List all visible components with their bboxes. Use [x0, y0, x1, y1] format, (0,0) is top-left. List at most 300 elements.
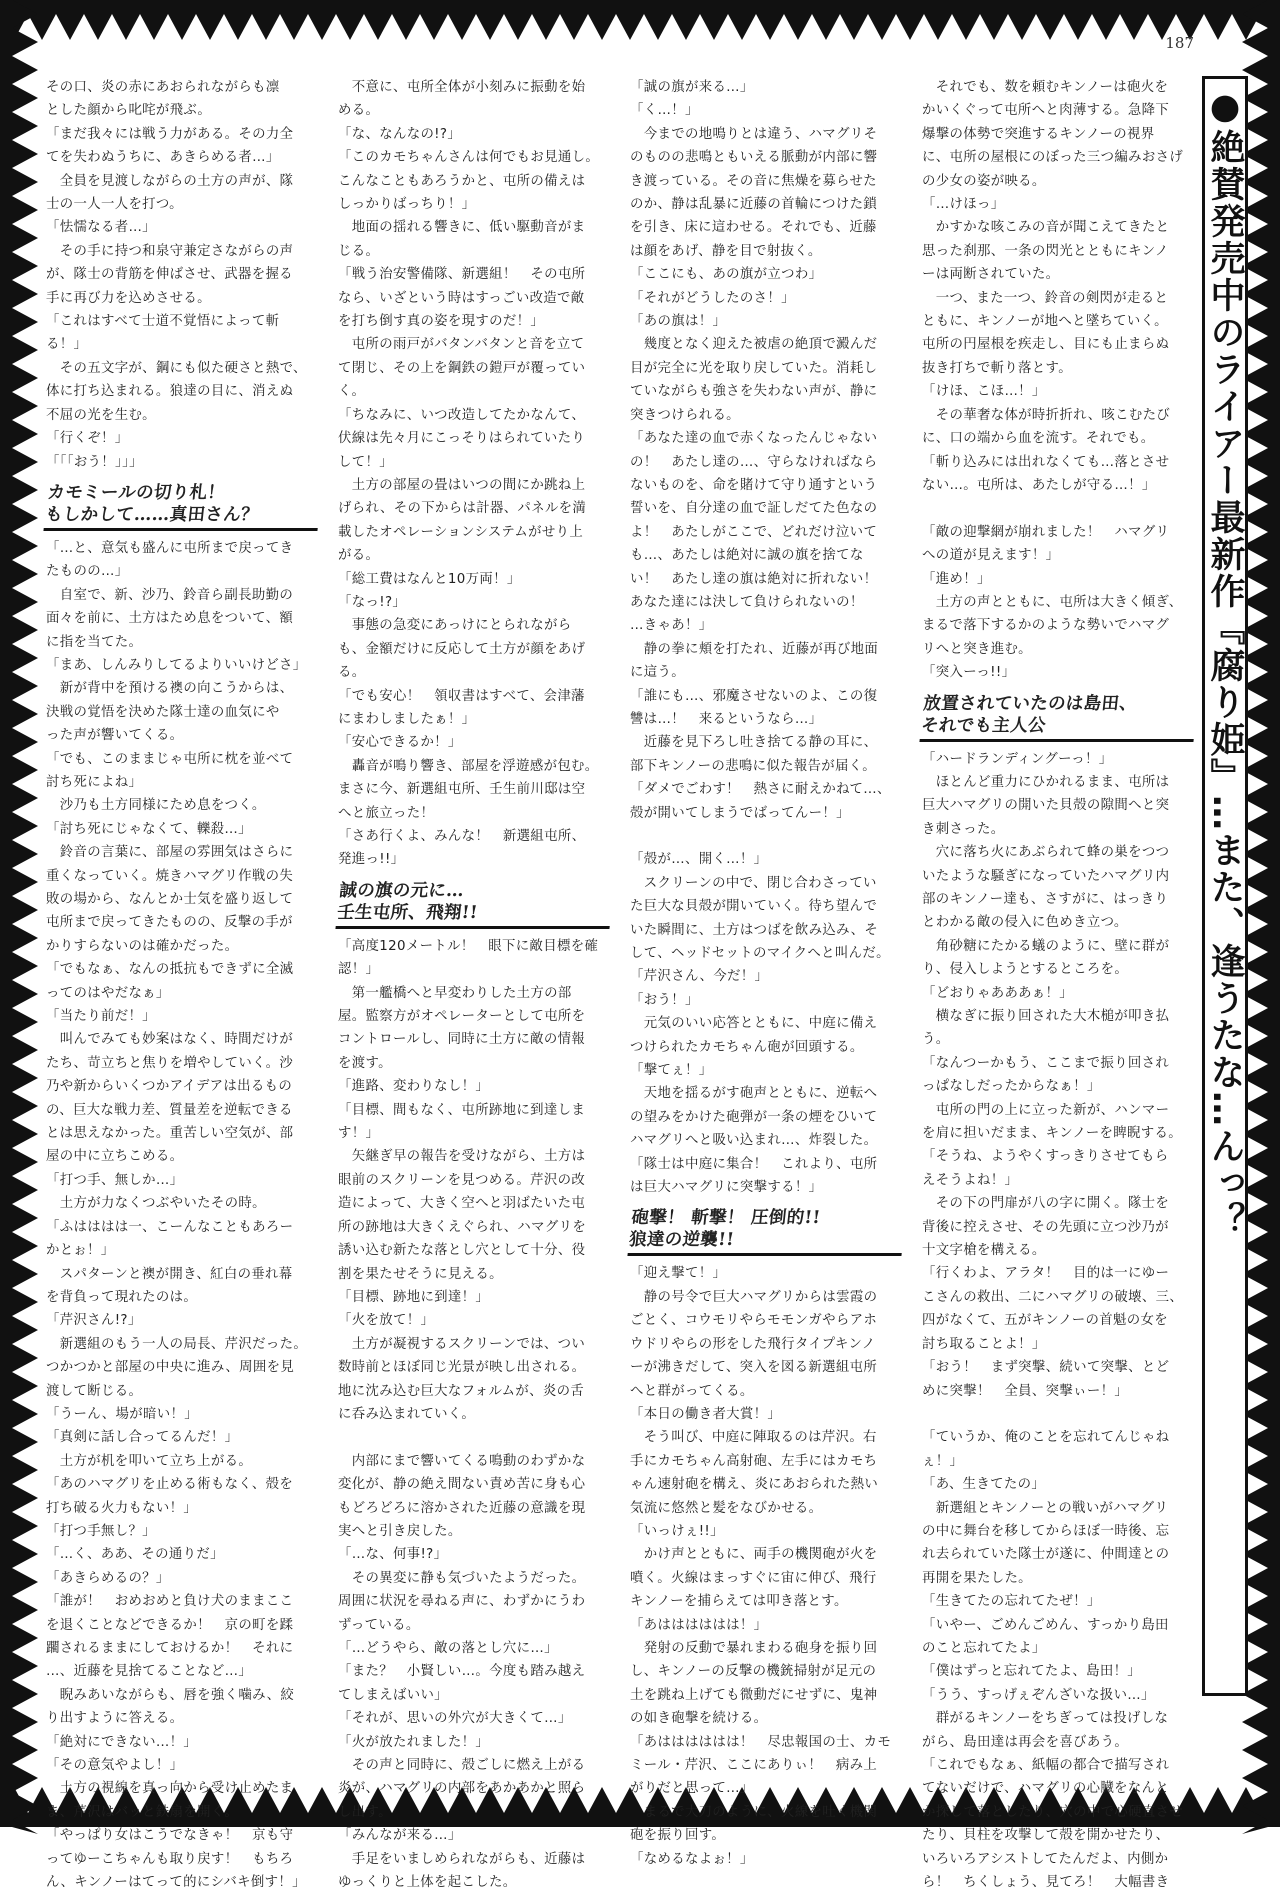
- text-line: 静の拳に頬を打たれ、近藤が再び地面: [630, 641, 879, 657]
- text-line: し出す。: [338, 1804, 392, 1820]
- text-line: 「…と、意気も盛んに屯所まで戻ってき: [46, 540, 294, 556]
- text-line: 「そうね、ようやくすっきりさせてもら: [922, 1149, 1169, 1165]
- text-line: 屯所の円屋根を疾走し、目にも止まらぬ: [922, 337, 1170, 353]
- text-line: 「…けほっ」: [922, 197, 1005, 213]
- text-line: げられ、その下からは計器、パネルを満: [338, 501, 587, 517]
- text-line: ウドリやらの形をした飛行タイプキンノ: [630, 1336, 876, 1352]
- text-line: 「ここにも、あの旗が立つわ」: [630, 267, 823, 283]
- section-heading-line: 砲撃！ 斬撃！ 圧倒的!!: [630, 1208, 822, 1229]
- text-line: 讐は…！ 来るというなら…」: [630, 711, 823, 727]
- text-line: のこと忘れてたよ」: [922, 1640, 1046, 1656]
- text-line: 「なんつーかもう、ここまで振り回され: [922, 1055, 1170, 1071]
- text-line: か探して落としたり、穴の中で心硬直させ: [922, 1804, 1184, 1820]
- text-line: 「このカモちゃんさんは何でもお見通し。: [338, 150, 600, 166]
- text-line: 誘い込む新たな落とし穴として十分、役: [338, 1243, 586, 1259]
- text-line: 「あ、生きてたの」: [922, 1477, 1046, 1493]
- text-line: 乃や新からいくつかアイデアは出るもの: [46, 1079, 293, 1095]
- text-line: こさんの救出、二にハマグリの破壊、三、: [922, 1289, 1184, 1305]
- text-line: が、隊士の背筋を伸ばさせ、武器を握る: [46, 267, 293, 283]
- text-line: 「まあ、しんみりしてるよりいいけどさ」: [46, 657, 307, 673]
- text-line: 鈴音の言葉に、部屋の雰囲気はさらに: [46, 845, 294, 861]
- text-line: り、侵入しようとするところを。: [922, 962, 1129, 978]
- text-line: 近藤を見下ろし吐き捨てる静の耳に、: [630, 735, 878, 751]
- text-line: にまわしましたぁ！」: [338, 711, 476, 727]
- text-line: ってゆーこちゃんも取り戻す！ もちろ: [46, 1851, 294, 1867]
- text-line: 「…く、ああ、その通りだ」: [46, 1547, 224, 1563]
- text-line: 「進め！」: [922, 571, 991, 587]
- text-line: まさに今、新選組屯所、壬生前川邸は空: [338, 782, 586, 798]
- text-line: もどろどろに溶かされた近藤の意識を現: [338, 1500, 586, 1516]
- text-line: 「…な、何事!?」: [338, 1547, 448, 1563]
- text-line: 「殻が…、開く…！」: [630, 852, 768, 868]
- text-line: 屯所の雨戸がバタンバタンと音を立て: [338, 337, 585, 353]
- section-heading-line: 狼達の逆襲!!: [628, 1230, 736, 1251]
- text-line: 横なぎに振り回された大木槌が叩き払: [922, 1009, 1170, 1025]
- text-line: 矢継ぎ早の報告を受けながら、土方は: [338, 1149, 586, 1165]
- text-line: 土方が力なくつぶやいたその時。: [46, 1196, 266, 1212]
- text-line: とは思えなかった。重苦しい空気が、部: [46, 1126, 294, 1142]
- text-line: てしまえばいい」: [338, 1687, 448, 1703]
- text-line: 爆撃の体勢で突進するキンノーの視界: [922, 126, 1155, 142]
- side-banner-text: ●絶賛発売中のライアー最新作『腐り姫』…また、逢うたな…んっ？: [1205, 87, 1245, 1239]
- section-heading-line: 放置されていたのは島田、: [922, 693, 1139, 714]
- text-line: ないものを、命を賭けて守り通すという: [630, 477, 878, 493]
- text-line: に呑み込まれていく。: [338, 1406, 476, 1422]
- text-line: かとぉ！」: [46, 1243, 115, 1259]
- text-line: 士の一人一人を打つ。: [46, 197, 183, 213]
- text-line: 屋の中に立ちこめる。: [46, 1149, 184, 1165]
- text-line: 「でも安心！ 領収書はすべて、会津藩: [338, 688, 585, 704]
- text-line: 「高度120メートル！ 眼下に敵目標を確: [338, 938, 599, 954]
- text-line: 認！」: [338, 962, 380, 978]
- text-line: 「やっぱり女はこうでなきゃ！ 京も守: [46, 1828, 294, 1844]
- text-line: 敗の場から、なんとか士気を盛り返して: [46, 892, 294, 907]
- text-line: それでも、数を頼むキンノーは砲火を: [922, 80, 1169, 95]
- text-line: 自室で、新、沙乃、鈴音ら副長助勤の: [46, 587, 294, 603]
- text-line: 土方が机を叩いて立ち上がる。: [46, 1453, 253, 1469]
- text-line: 「斬り込みには出れなくても…落とさせ: [922, 454, 1170, 470]
- text-column-1: [44, 76, 320, 1891]
- text-line: 「芹沢さん、今だ！」: [630, 969, 769, 985]
- section-heading-line: もしかして……真田さん？: [44, 504, 260, 525]
- text-column-2: [336, 76, 612, 1891]
- text-line: のか、静は乱暴に近藤の首輪につけた鎖: [630, 197, 878, 213]
- text-line: 「誰が！ おめおめと負け犬のままここ: [46, 1594, 294, 1610]
- text-column-4: [920, 76, 1196, 1891]
- text-line: 「なめるなよぉ！」: [630, 1851, 754, 1867]
- text-line: 造によって、大きく空へと羽ばたいた屯: [338, 1196, 586, 1212]
- text-line: キンノーを捕らえては叩き落とす。: [630, 1594, 848, 1610]
- text-line: 手に再び力を込めさせる。: [46, 290, 211, 306]
- text-line: じる。: [338, 243, 380, 259]
- text-line: …きゃあ！」: [630, 618, 713, 634]
- text-line: 実へと引き戻した。: [338, 1523, 462, 1539]
- text-line: 「ちなみに、いつ改造してたかなんて、: [338, 407, 586, 423]
- text-line: 「怯懦なる者…」: [46, 220, 156, 236]
- text-line: 内部にまで響いてくる鳴動のわずかな: [338, 1453, 586, 1469]
- text-line: を渡す。: [338, 1055, 392, 1071]
- text-line: 土を跳ね上げても微動だにせずに、鬼神: [630, 1687, 878, 1703]
- paragraph-gap: [922, 497, 1196, 520]
- text-line: ない…。屯所は、あたしが守る…！」: [922, 477, 1156, 493]
- text-line: 第一艦橋へと早変わりした土方の部: [338, 985, 572, 1001]
- text-line: ん、キンノーはてって的にシバキ倒す！」: [46, 1875, 306, 1891]
- text-line: 「突入ーっ!!」: [922, 665, 1016, 681]
- text-line: める。: [338, 103, 380, 119]
- text-line: 穴に落ち火にあぶられて蜂の巣をつつ: [922, 845, 1170, 861]
- text-line: 幾度となく迎えた被虐の絶頂で澱んだ: [630, 337, 878, 353]
- text-line: 体に打ち込まれる。狼達の目に、消えぬ: [46, 384, 294, 400]
- text-line: しっかりばっちり！」: [338, 197, 476, 213]
- zigzag-border-left: [0, 0, 40, 1827]
- text-line: たり、貝柱を攻撃して殻を開かせたり、: [922, 1828, 1170, 1844]
- text-line: 「みんなが来る…」: [338, 1828, 462, 1844]
- text-line: 「真剣に話し合ってるんだ！」: [46, 1430, 239, 1446]
- text-line: し、キンノーの反撃の機銃掃射が足元の: [630, 1664, 877, 1680]
- text-line: 四がなくて、五がキンノーの首魁の女を: [922, 1313, 1168, 1329]
- text-line: 手にカモちゃん高射砲、左手にはカモち: [630, 1453, 878, 1469]
- text-line: 静の号令で巨大ハマグリからは雲霞の: [630, 1289, 878, 1305]
- section-heading: [627, 1207, 906, 1256]
- text-line: ーが沸きだして、突入を図る新選組屯所: [630, 1360, 878, 1376]
- article-body: [44, 76, 1196, 1891]
- text-line: てを失わぬうちに、あきらめる者…」: [46, 150, 280, 166]
- text-line: 抜き打ちで斬り落とす。: [922, 360, 1072, 376]
- text-line: 殻が開いてしまうでばってんー！」: [630, 805, 850, 821]
- text-line: の如き砲撃を続ける。: [630, 1711, 768, 1727]
- text-line: 重くなっていく。焼きハマグリ作戦の失: [46, 868, 294, 884]
- text-line: 「戦う治安警備隊、新選組！ その屯所: [338, 267, 586, 283]
- text-line: 載したオペレーションシステムがせり上: [338, 524, 584, 540]
- text-line: 手足をいましめられながらも、近藤は: [338, 1851, 586, 1867]
- text-line: 土方の声とともに、屯所は大きく傾ぎ、: [922, 594, 1183, 610]
- text-line: 噴く。火線はまっすぐに宙に伸び、飛行: [630, 1570, 877, 1586]
- text-line: 再開を果たした。: [922, 1570, 1032, 1586]
- text-line: への道が見えます！」: [922, 548, 1060, 564]
- paragraph-gap: [922, 1403, 1196, 1426]
- text-line: 群がるキンノーをちぎっては投げしな: [922, 1711, 1169, 1727]
- text-line: へと群がってくる。: [630, 1383, 754, 1399]
- text-line: 「ダメでごわす！ 熱さに耐えかねて…、: [630, 782, 891, 798]
- text-line: 叫んでみても妙案はなく、時間だけが: [46, 1032, 294, 1048]
- text-line: を退くことなどできるか！ 京の町を蹂: [46, 1617, 294, 1633]
- text-line: ともに、キンノーが地へと墜ちていく。: [922, 314, 1168, 330]
- text-line: 角砂糖にたかる蟻のように、壁に群が: [922, 938, 1170, 954]
- text-line: がら、島田達は再会を喜びあう。: [922, 1734, 1129, 1750]
- text-line: いたような騒ぎになっていたハマグリ内: [922, 868, 1170, 884]
- text-line: 睨みあいながらも、唇を強く噛み、絞: [46, 1687, 295, 1703]
- text-line: 不屈の光を生む。: [46, 407, 156, 423]
- text-line: 「進路、変わりなし！」: [338, 1079, 490, 1095]
- text-line: かりすらないのは確かだった。: [46, 938, 239, 954]
- text-line: の望みをかけた砲弾が一条の煙をひいて: [630, 1109, 878, 1125]
- text-line: ごとく、コウモリやらモモンガやらアホ: [630, 1313, 878, 1329]
- text-line: 「目標、跡地に到達！」: [338, 1289, 490, 1305]
- text-line: 「あの旗は！」: [630, 314, 727, 330]
- section-heading: [43, 482, 322, 531]
- text-line: その声と同時に、殻ごしに燃え上がる: [338, 1758, 586, 1774]
- text-line: 十文字槍を構える。: [922, 1243, 1046, 1259]
- text-line: 割を果たせそうに見える。: [338, 1266, 503, 1282]
- text-line: の中に舞台を移してからほぼ一時後、忘: [922, 1523, 1170, 1539]
- text-line: 「行くぞ！」: [46, 431, 129, 447]
- text-line: 土方の視線を真っ向から受け止めたま: [46, 1781, 294, 1797]
- text-line: 「まだ我々には戦う力がある。その力全: [46, 126, 294, 142]
- text-line: 屯所まで戻ってきたものの、反撃の手が: [46, 915, 293, 931]
- text-line: 「うーん、場が暗い！」: [46, 1406, 198, 1422]
- text-line: に、口の端から血を流す。それでも。: [922, 431, 1155, 447]
- text-line: …、近藤を見捨てることなど…」: [46, 1664, 253, 1680]
- text-line: 全員を見渡しながらの土方の声が、隊: [46, 173, 294, 189]
- text-line: 「おう！ まず突撃、続いて突撃、とど: [922, 1360, 1170, 1376]
- text-line: 「隊士は中庭に集合！ これより、屯所: [630, 1156, 878, 1172]
- text-line: その華奢な体が時折折れ、咳こむたび: [922, 407, 1171, 423]
- text-line: も…、あたしは絶対に誠の旗を捨てな: [630, 548, 864, 564]
- text-line: 「また？ 小賢しい…。今度も踏み越え: [338, 1664, 586, 1680]
- text-line: ってのはやだなぁ」: [46, 985, 170, 1001]
- text-line: 「なっ!?」: [338, 594, 407, 610]
- text-line: 「あのハマグリを止める術もなく、殻を: [46, 1477, 294, 1493]
- text-line: 土方が凝視するスクリーンでは、つい: [338, 1336, 586, 1352]
- text-line: 伏線は先々月にこっそりはられていたり: [338, 431, 586, 447]
- text-line: 渡して断じる。: [46, 1383, 143, 1399]
- text-line: る！」: [46, 337, 88, 353]
- text-line: ゃん速射砲を構え、炎にあおられた熱い: [630, 1477, 879, 1493]
- text-line: ゆっくりと上体を起こした。: [338, 1875, 517, 1891]
- text-line: 打ち破る火力もない！」: [46, 1500, 198, 1516]
- text-line: 砲を振り回す。: [630, 1828, 726, 1844]
- text-line: 眼前のスクリーンを見つめる。芹沢の改: [338, 1172, 586, 1188]
- page-number: 187: [1165, 34, 1194, 52]
- text-line: 屋。監察方がオペレーターとして屯所を: [338, 1009, 586, 1025]
- text-line: 「その意気やよし！」: [46, 1758, 184, 1774]
- text-line: 突きつけられる。: [630, 407, 740, 423]
- text-line: その手に持つ和泉守兼定さながらの声: [46, 243, 294, 259]
- text-line: 土方の部屋の畳はいつの間にか跳ね上: [338, 477, 586, 493]
- text-line: いた瞬間に、土方はつばを飲み込み、そ: [630, 922, 879, 938]
- text-line: つけられたカモちゃん砲が回頭する。: [630, 1039, 864, 1055]
- text-line: 思った刹那、一条の閃光とともにキンノ: [922, 243, 1169, 259]
- text-line: り出すように答える。: [46, 1711, 184, 1727]
- text-line: っぱなしだったからなぁ！」: [922, 1079, 1101, 1095]
- text-line: 周囲に状況を尋ねる声に、わずかにうわ: [338, 1594, 586, 1610]
- text-line: い！ あたし達の旗は絶対に折れない！: [630, 571, 878, 587]
- text-line: ら！ ちくしょう、見てろ！ 大幅書き: [922, 1875, 1170, 1891]
- text-line: 発射の反動で暴れまわる砲身を振り回: [630, 1640, 878, 1656]
- text-line: 「これでもなぁ、紙幅の都合で描写され: [922, 1758, 1170, 1773]
- text-line: のものの悲鳴ともいえる脈動が内部に響: [630, 150, 878, 166]
- text-line: は巨大ハマグリに突撃する！」: [630, 1180, 823, 1196]
- text-line: 「総工費はなんと10万両！」: [338, 571, 521, 587]
- text-line: 炎が、ハマグリの内部をあかあかと照ら: [338, 1781, 586, 1797]
- text-line: 事態の急変にあっけにとられながら: [338, 618, 572, 634]
- text-line: に、屯所の屋根にのぼった三つ編みおさげ: [922, 150, 1184, 166]
- text-line: も、金額だけに反応して土方が顔をあげ: [338, 641, 586, 657]
- text-line: よ！ あたしがここで、どれだけ泣いて: [630, 524, 878, 540]
- text-line: 討ち死によね」: [46, 774, 143, 790]
- text-line: 面々を前に、土方はため息をついて、額: [46, 611, 294, 627]
- text-line: とした顔から叱咤が飛ぶ。: [46, 103, 212, 119]
- text-line: 「敵の迎撃網が崩れました！ ハマグリ: [922, 524, 1170, 540]
- zigzag-border-top: [0, 0, 1280, 42]
- text-line: 「火が放たれました！」: [338, 1734, 490, 1750]
- side-banner: [1202, 76, 1248, 1696]
- paragraph-gap: [338, 1426, 612, 1449]
- text-line: 「…どうやら、敵の落とし穴に…」: [338, 1640, 558, 1656]
- text-line: てないだけで、ハマグリの心臓をなんと: [922, 1781, 1170, 1797]
- paragraph-gap: [630, 825, 904, 848]
- text-line: 「どおりゃあああぁ！」: [922, 985, 1074, 1001]
- text-line: 気流に悠然と髪をなびかせる。: [630, 1500, 823, 1516]
- text-line: 躙されるままにしておけるか！ それに: [46, 1641, 294, 1656]
- text-line: 「いっけぇ!!」: [630, 1523, 724, 1539]
- section-heading: [335, 880, 614, 929]
- text-line: 「それが、思いの外穴が大きくて…」: [338, 1711, 572, 1727]
- text-line: に指を当てた。: [46, 634, 143, 650]
- text-line: 「誠の旗が来る…」: [630, 80, 754, 95]
- text-line: ほとんど重力にひかれるまま、屯所は: [922, 774, 1170, 790]
- text-line: 「あきらめるの？」: [46, 1570, 170, 1586]
- text-line: 「それがどうしたのさ！」: [630, 290, 795, 306]
- text-line: あなた達には決して負けられないの！: [630, 594, 864, 610]
- text-line: 「打つ手、無しか…」: [46, 1172, 184, 1188]
- text-line: 「本日の働き者大賞！」: [630, 1406, 782, 1422]
- text-column-3: [628, 76, 904, 1867]
- text-line: く。: [338, 384, 366, 400]
- section-heading: [919, 693, 1198, 742]
- text-line: る。: [338, 665, 366, 681]
- text-line: こんなこともあろうかと、屯所の備えは: [338, 173, 586, 189]
- text-line: 討ち取ることよ！」: [922, 1336, 1046, 1352]
- text-line: 「誰にも…、邪魔させないのよ、この復: [630, 688, 878, 704]
- text-line: 「おう！」: [630, 992, 699, 1008]
- text-line: 不意に、屯所全体が小刻みに振動を始: [338, 80, 586, 95]
- text-line: たち、苛立ちと焦りを増やしていく。沙: [46, 1055, 294, 1071]
- text-line: 「僕はずっと忘れてたよ、島田！」: [922, 1664, 1142, 1680]
- text-line: き刺さった。: [922, 821, 1005, 837]
- text-line: ていながらも強さを失わない声が、静に: [630, 384, 878, 400]
- text-line: つかつかと部屋の中央に進み、周囲を見: [46, 1360, 295, 1376]
- text-line: を打ち倒す真の姿を現すのだ！」: [338, 314, 545, 330]
- text-line: 誓いを、自分達の血で証しだてた色なの: [630, 501, 878, 517]
- text-line: 「ふはははは一、こーんなこともあろー: [46, 1219, 294, 1235]
- text-line: て閉じ、その上を鋼鉄の鎧戸が覆ってい: [338, 360, 586, 376]
- text-line: その異変に静も気づいたようだった。: [338, 1570, 586, 1586]
- text-line: 「な、なんなの!?」: [338, 126, 462, 142]
- text-line: まるで大刀のように、火線を吐く機関: [630, 1804, 878, 1820]
- text-line: 「さあ行くよ、みんな！ 新選組屯所、: [338, 829, 586, 844]
- text-line: ーは両断されていた。: [922, 267, 1060, 283]
- text-line: 部下キンノーの悲鳴に似た報告が届く。: [630, 758, 876, 774]
- text-line: 巨大ハマグリの開いた貝殻の隙間へと突: [922, 798, 1170, 814]
- text-line: 新選組とキンノーとの戦いがハマグリ: [922, 1500, 1169, 1516]
- text-line: 沙乃も土方同様にため息をつく。: [46, 798, 266, 814]
- text-line: そう叫び、中庭に陣取るのは芹沢。右: [630, 1430, 877, 1446]
- text-line: 「あはははははは！」: [630, 1617, 768, 1633]
- text-line: 今までの地鳴りとは違う、ハマグリそ: [630, 126, 878, 142]
- text-line: 「あはははははは！ 尽忠報国の士、カモ: [630, 1734, 892, 1750]
- text-line: その五文字が、鋼にも似た硬さと熱で、: [46, 360, 307, 376]
- text-line: 「火を放て！」: [338, 1313, 435, 1329]
- text-line: を肩に担いだまま、キンノーを睥睨する。: [922, 1126, 1182, 1142]
- text-line: スパターンと襖が開き、紅白の垂れ幕: [46, 1266, 293, 1282]
- text-line: いろいろアシストしてたんだよ、内側か: [922, 1851, 1169, 1867]
- text-line: かすかな咳こみの音が聞こえてきたと: [922, 220, 1170, 236]
- text-line: す！」: [338, 1126, 380, 1142]
- text-line: かけ声とともに、両手の機関砲が火を: [630, 1547, 878, 1563]
- text-line: 「けほ、こほ…！」: [922, 384, 1046, 400]
- section-heading-line: 誠の旗の元に…: [338, 880, 466, 901]
- text-line: めに突撃！ 全員、突撃ぃー！」: [922, 1383, 1129, 1399]
- text-line: その下の門扉が八の字に開く。隊士を: [922, 1196, 1170, 1212]
- text-line: とわかる敵の侵入に色めき立つ。: [922, 915, 1128, 931]
- text-line: 決戦の覚悟を決めた隊士達の血気にや: [46, 704, 280, 720]
- section-heading-line: それでも主人公: [920, 715, 1047, 736]
- text-line: 新が背中を預ける襖の向こうからは、: [46, 681, 294, 697]
- text-line: う。: [922, 1032, 950, 1048]
- text-line: えそうよね！」: [922, 1172, 1019, 1188]
- text-line: 元気のいい応答とともに、中庭に備え: [630, 1016, 878, 1032]
- text-line: 「でもなぁ、なんの抵抗もできずに全滅: [46, 962, 294, 978]
- text-line: がりだと思って…」: [630, 1781, 754, 1797]
- text-line: 地に沈み込む巨大なフォルムが、炎の舌: [338, 1383, 585, 1399]
- text-line: 「打つ手無し？」: [46, 1523, 156, 1539]
- text-line: 「「「おう！」」」: [46, 454, 143, 470]
- text-line: 「芹沢さん!?」: [46, 1313, 142, 1329]
- text-line: へと旅立った！: [338, 805, 435, 821]
- text-line: 「安心できるか！」: [338, 735, 462, 751]
- text-line: 轟音が鳴り響き、部屋を浮遊感が包む。: [338, 758, 599, 774]
- text-line: がる。: [338, 548, 380, 564]
- text-line: 「うう、すっげぇぞんざいな扱い…」: [922, 1687, 1155, 1703]
- text-line: 「あなた達の血で赤くなったんじゃない: [630, 431, 878, 447]
- text-line: 「絶対にできない…！」: [46, 1734, 198, 1750]
- text-line: 「撃てぇ！」: [630, 1063, 713, 1079]
- text-line: 「く…！」: [630, 103, 699, 119]
- text-line: 天地を揺るがす砲声とともに、逆転へ: [630, 1086, 878, 1102]
- text-line: スクリーンの中で、閉じ合わさってい: [630, 875, 877, 891]
- text-line: ずっている。: [338, 1617, 420, 1633]
- text-line: 数時前とほぼ同じ光景が映し出される。: [338, 1360, 586, 1376]
- text-line: たものの…」: [46, 564, 129, 580]
- text-line: 「行くわよ、アラタ！ 目的は一にゆー: [922, 1266, 1170, 1282]
- text-line: ハマグリへと吸い込まれ…、炸裂した。: [630, 1133, 878, 1149]
- text-line: コントロールし、同時に土方に敵の情報: [338, 1032, 586, 1048]
- text-line: の！ あたし達の…、守らなければなら: [630, 454, 878, 470]
- text-line: 一つ、また一つ、鈴音の剣閃が走ると: [922, 290, 1169, 306]
- text-line: れ去られていた隊士が遂に、仲間達との: [922, 1547, 1170, 1563]
- text-line: った声が響いてくる。: [46, 728, 184, 744]
- text-line: ま、芹沢はバッと鉄扇を開く。: [46, 1804, 239, 1820]
- text-line: は顔をあげ、静を目で射抜く。: [630, 243, 822, 259]
- text-line: リへと突き進む。: [922, 641, 1032, 657]
- text-line: 「いやー、ごめんごめん、すっかり島田: [922, 1617, 1169, 1633]
- section-heading-line: カモミールの切り札！: [46, 482, 227, 503]
- text-line: 屯所の門の上に立った新が、ハンマー: [922, 1102, 1170, 1118]
- text-line: 「討ち死にじゃなくて、轢殺…」: [46, 821, 252, 837]
- text-line: き渡っている。その音に焦燥を募らせた: [630, 173, 877, 189]
- text-line: 「当たり前だ！」: [46, 1009, 156, 1025]
- text-line: ミール・芹沢、ここにありぃ！ 病み上: [630, 1758, 878, 1774]
- text-line: を背負って現れたのは。: [46, 1289, 198, 1305]
- text-line: 変化が、静の絶え間ない責め苦に身も心: [338, 1477, 586, 1493]
- text-line: して、ヘッドセットのマイクへと叫んだ。: [630, 946, 890, 962]
- text-line: なら、いざという時はすっごい改造で敵: [338, 290, 585, 306]
- text-line: かいくぐって屯所へと肉薄する。急降下: [922, 103, 1170, 119]
- section-heading-line: 壬生屯所、飛翔!!: [336, 902, 479, 923]
- text-line: 「でも、このままじゃ屯所に枕を並べて: [46, 751, 294, 767]
- text-line: の少女の姿が映る。: [922, 173, 1046, 189]
